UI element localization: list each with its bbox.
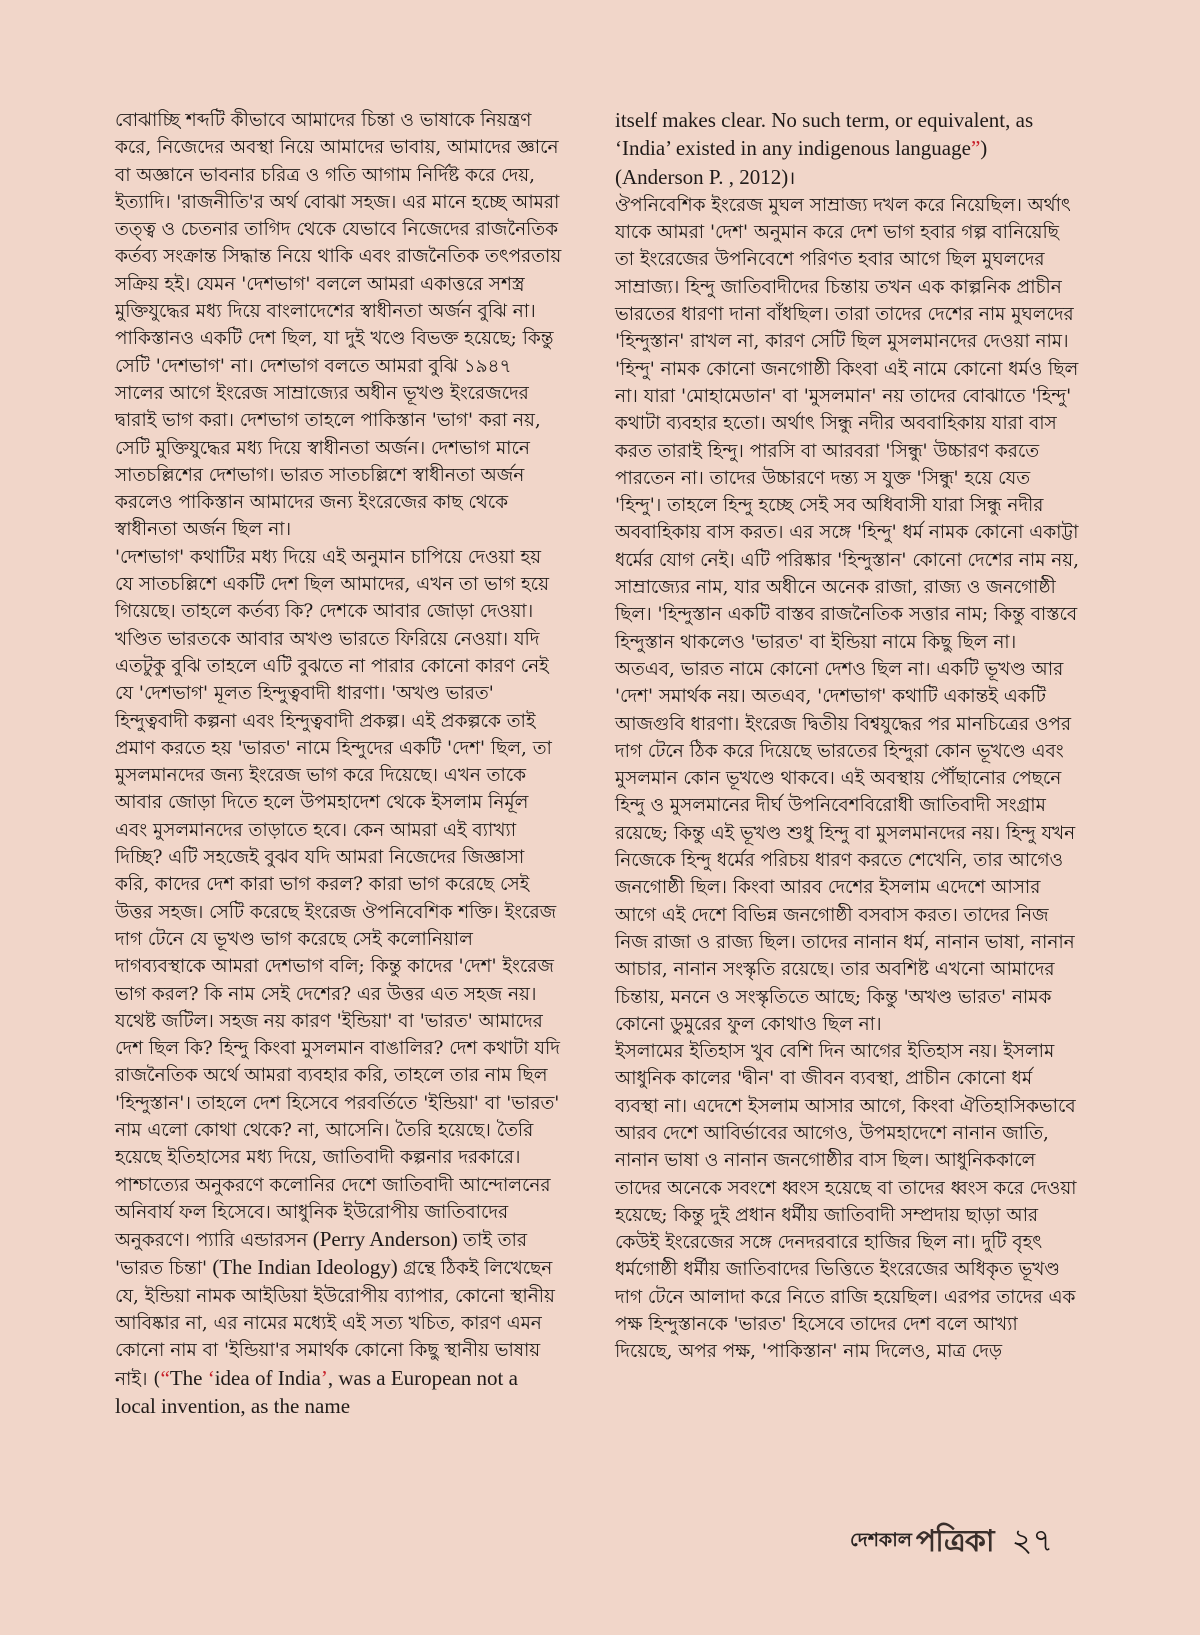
page-number: ২৭ xyxy=(1011,1521,1054,1559)
quote-continuation xyxy=(615,107,1080,192)
paragraph-2-text-c: গ্রন্থে ঠিকই লিখেছেন যে, ইন্ডিয়া নামক আইডিয়া ইউরোপীয় ব্যাপার, কোনো স্থানীয় আবিষ্কার না, এর নামের মধ্যেই এই সত্য খচিত, কারণ এমন কোনো নাম বা 'ইন্ডিয়া'র সমার্থক কোনো কিছু স্থানীয় ভাষায় নাই। ( xyxy=(115,1258,555,1390)
page-footer xyxy=(850,1517,1053,1567)
quote-close-mark: ” xyxy=(970,136,981,161)
paragraph-3: ঔপনিবেশিক ইংরেজ মুঘল সাম্রাজ্য দখল করে নিয়েছিল। অর্থাৎ যাকে আমরা 'দেশ' অনুমান করে দেশ ভাগ হবার গল্প বানিয়েছি তা ইংরেজের উপনিবেশে পরিণত হবার আগে ছিল মুঘলদের সাম্রাজ্য। হিন্দু জাতিবাদীদের চিন্তায় তখন এক কাল্পনিক প্রাচীন ভারতের ধারণা দানা বাঁধছিল। তারা তাদের দেশের নাম মুঘলদের 'হিন্দুস্তান' রাখল না, কারণ সেটি ছিল মুসলমানদের দেওয়া নাম। 'হিন্দু' নামক কোনো জনগোষ্ঠী কিংবা এই নামে কোনো ধর্মও ছিল না। যারা 'মোহামেডান' বা 'মুসলমান' নয় তাদের বোঝাতে 'হিন্দু' কথাটা ব্যবহার হতো। অর্থাৎ সিন্ধু নদীর অববাহিকায় যারা বাস করত তারাই হিন্দু। পারসি বা আরবরা 'সিন্ধু' উচ্চারণ করতে পারতেন না। তাদের উচ্চারণে দন্ত্য স যুক্ত 'সিন্ধু' হয়ে যেত 'হিন্দু'। তাহলে হিন্দু হচ্ছে সেই সব অধিবাসী যারা সিন্ধু নদীর অববাহিকায় বাস করত। এর সঙ্গে 'হিন্দু' ধর্ম নামক কোনো একাট্টা ধর্মের যোগ নেই। এটি পরিষ্কার 'হিন্দুস্তান' কোনো দেশের নাম নয়, সাম্রাজ্যের নাম, যার অধীনে অনেক রাজা, রাজ্য ও জনগোষ্ঠী ছিল। 'হিন্দুস্তান একটি বাস্তব রাজনৈতিক সত্তার নাম; কিন্তু বাস্তবে হিন্দুস্তান থাকলেও 'ভারত' বা ইন্ডিয়া নামে কিছু ছিল না। অতএব, ভারত নামে কোনো দেশও ছিল না। একটি ভূখণ্ড আর 'দেশ' সমার্থক নয়। অতএব, 'দেশভাগ' কথাটি একান্তই একটি আজগুবি ধারণা। ইংরেজ দ্বিতীয় বিশ্বযুদ্ধের পর মানচিত্রের ওপর দাগ টেনে ঠিক করে দিয়েছে ভারতের হিন্দুরা কোন ভূখণ্ডে এবং মুসলমান কোন ভূখণ্ডে থাকবে। এই অবস্থায় পৌঁছানোর পেছনে হিন্দু ও মুসলমানের দীর্ঘ উপনিবেশবিরোধী জাতিবাদী সংগ্রাম রয়েছে; কিন্তু এই ভূখণ্ড শুধু হিন্দু বা মুসলমানদের নয়। হিন্দু যখন নিজেকে হিন্দু ধর্মের পরিচয় ধারণ করতে শেখেনি, তার আগেও জনগোষ্ঠী ছিল। কিংবা আরব দেশের ইসলাম এদেশে আসার আগে এই দেশে বিভিন্ন জনগোষ্ঠী বসবাস করত। তাদের নিজ নিজ রাজা ও রাজ্য ছিল। তাদের নানান ধর্ম, নানান ভাষা, নানান আচার, নানান সংস্কৃতি রয়েছে। তার অবশিষ্ট এখনো আমাদের চিন্তায়, মননে ও সংস্কৃতিতে আছে; কিন্তু 'অখণ্ড ভারত' নামক কোনো ডুমুরের ফুল কোথাও ছিল না। xyxy=(615,194,1079,1035)
quote-text-a: The xyxy=(169,1365,208,1390)
left-column xyxy=(115,107,563,1421)
quote-text-b: idea of India xyxy=(214,1365,321,1390)
quote-tick-2: ’ xyxy=(320,1365,328,1390)
paragraph-2 xyxy=(115,544,563,1422)
magazine-logo-large: পত্রিকা xyxy=(914,1517,996,1568)
paragraph-2-text-a: 'দেশভাগ' কথাটির মধ্য দিয়ে এই অনুমান চাপিয়ে দেওয়া হয় যে সাতচল্লিশে একটি দেশ ছিল আমাদের, এখন তা ভাগ হয়ে গিয়েছে। তাহলে কর্তব্য কি? দেশকে আবার জোড়া দেওয়া। খণ্ডিত ভারতকে আবার অখণ্ড ভারতে ফিরিয়ে নেওয়া। যদি এতটুকু বুঝি তাহলে এটি বুঝতে না পারার কোনো কারণ নেই যে 'দেশভাগ' মূলত হিন্দুত্ববাদী ধারণা। 'অখণ্ড ভারত' হিন্দুত্ববাদী কল্পনা এবং হিন্দুত্ববাদী প্রকল্প। এই প্রকল্পকে তাই প্রমাণ করতে হয় 'ভারত' নামে হিন্দুদের একটি 'দেশ' ছিল, তা মুসলমানদের জন্য ইংরেজ ভাগ করে দিয়েছে। এখন তাকে আবার জোড়া দিতে হলে উপমহাদেশ থেকে ইসলাম নির্মূল এবং মুসলমানদের তাড়াতে হবে। কেন আমরা এই ব্যাখ্যা দিচ্ছি? এটি সহজেই বুঝব যদি আমরা নিজেদের জিজ্ঞাসা করি, কাদের দেশ কারা ভাগ করল? কারা ভাগ করেছে সেই উত্তর সহজ। সেটি করেছে ইংরেজ ঔপনিবেশিক শক্তি। ইংরেজ দাগ টেনে যে ভূখণ্ড ভাগ করেছে সেই কলোনিয়াল দাগব্যবস্থাকে আমরা দেশভাগ বলি; কিন্তু কাদের 'দেশ' ইংরেজ ভাগ করল? কি নাম সেই দেশের? এর উত্তর এত সহজ নয়। যথেষ্ট জটিল। সহজ নয় কারণ 'ইন্ডিয়া' বা 'ভারত' আমাদের দেশ ছিল কি? হিন্দু কিংবা মুসলমান বাঙালির? দেশ কথাটা যদি রাজনৈতিক অর্থে আমরা ব্যবহার করি, তাহলে তার নাম ছিল 'হিন্দুস্তান'। তাহলে দেশ হিসেবে পরবর্তিতে 'ইন্ডিয়া' বা 'ভারত' নাম এলো কোথা থেকে? না, আসেনি। তৈরি হয়েছে। তৈরি হয়েছে ইতিহাসের মধ্য দিয়ে, জাতিবাদী কল্পনার দরকারে। পাশ্চাত্যের অনুকরণে কলোনির দেশে জাতিবাদী আন্দোলনের অনিবার্য ফল হিসেবে। আধুনিক ইউরোপীয় জাতিবাদের অনুকরণে। প্যারি এন্ডারসন xyxy=(115,546,560,1252)
quote-text-c: , was a European not a local invention, as the name xyxy=(115,1365,518,1418)
quote-open-mark: “ xyxy=(160,1365,170,1390)
quote-citation: ) (Anderson P. , 2012) xyxy=(615,136,988,189)
paragraph-1: বোঝাচ্ছি শব্দটি কীভাবে আমাদের চিন্তা ও ভাষাকে নিয়ন্ত্রণ করে, নিজেদের অবস্থা নিয়ে আমাদের ভাবায়, আমাদের জ্ঞানে বা অজ্ঞানে ভাবনার চরিত্র ও গতি আগাম নির্দিষ্ট করে দেয়, ইত্যাদি। 'রাজনীতি'র অর্থ বোঝা সহজ। এর মানে হচ্ছে আমরা তত্ত্ব ও চেতনার তাগিদ থেকে যেভাবে নিজেদের রাজনৈতিক কর্তব্য সংক্রান্ত সিদ্ধান্ত নিয়ে থাকি এবং রাজনৈতিক তৎপরতায় সক্রিয় হই। যেমন 'দেশভাগ' বললে আমরা একাত্তরে সশস্ত্র মুক্তিযুদ্ধের মধ্য দিয়ে বাংলাদেশের স্বাধীনতা অর্জন বুঝি না। পাকিস্তানও একটি দেশ ছিল, যা দুই খণ্ডে বিভক্ত হয়েছে; কিন্তু সেটি 'দেশভাগ' না। দেশভাগ বলতে আমরা বুঝি ১৯৪৭ সালের আগে ইংরেজ সাম্রাজ্যের অধীন ভূখণ্ড ইংরেজদের দ্বারাই ভাগ করা। দেশভাগ তাহলে পাকিস্তান 'ভাগ' করা নয়, সেটি মুক্তিযুদ্ধের মধ্য দিয়ে স্বাধীনতা অর্জন। দেশভাগ মানে সাতচল্লিশের দেশভাগ। ভারত সাতচল্লিশে স্বাধীনতা অর্জন করলেও পাকিস্তান আমাদের জন্য ইংরেজের কাছ থেকে স্বাধীনতা অর্জন ছিল না। xyxy=(115,110,562,541)
quote-end-mark: । xyxy=(788,167,796,189)
paragraph-2-text-b: তাই তার 'ভারত চিন্তা' xyxy=(115,1230,527,1280)
right-column xyxy=(615,107,1080,1366)
book-title-english: (The Indian Ideology) xyxy=(207,1255,404,1280)
paragraph-4: ইসলামের ইতিহাস খুব বেশি দিন আগের ইতিহাস নয়। ইসলাম আধুনিক কালের 'দ্বীন' বা জীবন ব্যবস্থা, প্রাচীন কোনো ধর্ম ব্যবস্থা না। এদেশে ইসলাম আসার আগে, কিংবা ঐতিহাসিকভাবে আরব দেশে আবির্ভাবের আগেও, উপমহাদেশে নানান জাতি, নানান ভাষা ও নানান জনগোষ্ঠীর বাস ছিল। আধুনিককালে তাদের অনেকে সবংশে ধ্বংস হয়েছে বা তাদের ধ্বংস করে দেওয়া হয়েছে; কিন্তু দুই প্রধান ধর্মীয় জাতিবাদী সম্প্রদায় ছাড়া আর কেউই ইংরেজের সঙ্গে দেনদরবারে হাজির ছিল না। দুটি বৃহৎ ধর্মগোষ্ঠী ধর্মীয় জাতিবাদের ভিত্তিতে ইংরেজের অধিকৃত ভূখণ্ড দাগ টেনে আলাদা করে নিতে রাজি হয়েছিল। এরপর তাদের এক পক্ষ হিন্দুস্তানকে 'ভারত' হিসেবে তাদের দেশ বলে আখ্যা দিয়েছে, অপর পক্ষ, 'পাকিস্তান' নাম দিলেও, মাত্র দেড় xyxy=(615,1041,1077,1363)
magazine-logo-small: দেশকাল xyxy=(850,1529,912,1551)
quote-cont-text: itself makes clear. No such term, or equivalent, as ‘India’ existed in any indigenous language xyxy=(615,108,1034,161)
perry-anderson-name: (Perry Anderson) xyxy=(307,1227,464,1252)
quote-tick-1: ‘ xyxy=(207,1365,215,1390)
